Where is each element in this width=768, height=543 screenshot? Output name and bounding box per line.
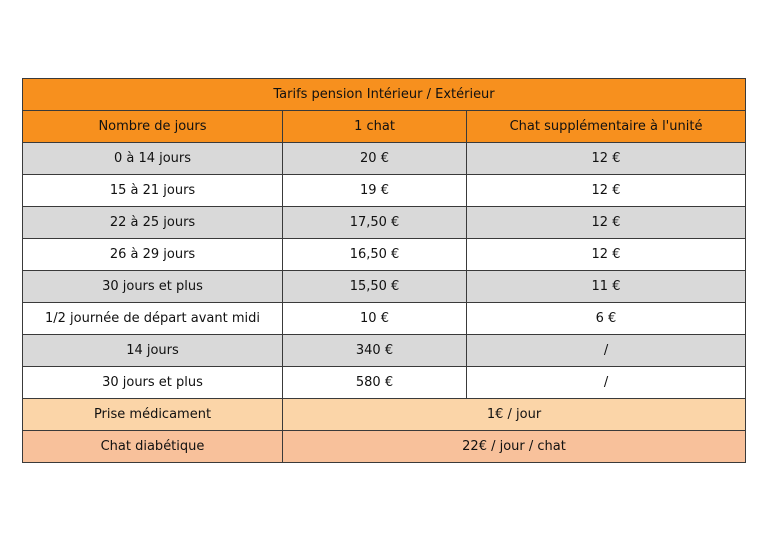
extra-cat-price-cell: / [467, 367, 746, 399]
table-row [23, 175, 746, 207]
days-cell: 15 à 21 jours [23, 175, 283, 207]
one-cat-price-cell: 16,50 € [283, 239, 467, 271]
table-row [23, 239, 746, 271]
column-header-days: Nombre de jours [23, 111, 283, 143]
service-label-cell: Prise médicament [23, 399, 283, 431]
one-cat-price-cell: 19 € [283, 175, 467, 207]
table-row [23, 367, 746, 399]
days-cell: 30 jours et plus [23, 367, 283, 399]
table-title-row [23, 79, 746, 111]
extra-service-row [23, 399, 746, 431]
table-header-row [23, 111, 746, 143]
extra-cat-price-cell: 11 € [467, 271, 746, 303]
days-cell: 1/2 journée de départ avant midi [23, 303, 283, 335]
days-cell: 14 jours [23, 335, 283, 367]
one-cat-price-cell: 10 € [283, 303, 467, 335]
service-label-cell: Chat diabétique [23, 431, 283, 463]
table-row [23, 303, 746, 335]
extra-cat-price-cell: 12 € [467, 175, 746, 207]
extra-cat-price-cell: 12 € [467, 143, 746, 175]
one-cat-price-cell: 20 € [283, 143, 467, 175]
days-cell: 22 à 25 jours [23, 207, 283, 239]
table-row [23, 143, 746, 175]
one-cat-price-cell: 15,50 € [283, 271, 467, 303]
table-row [23, 207, 746, 239]
one-cat-price-cell: 17,50 € [283, 207, 467, 239]
extra-service-row [23, 431, 746, 463]
extra-cat-price-cell: 12 € [467, 239, 746, 271]
days-cell: 26 à 29 jours [23, 239, 283, 271]
table-title: Tarifs pension Intérieur / Extérieur [23, 79, 746, 111]
service-price-cell: 1€ / jour [283, 399, 746, 431]
table-row [23, 335, 746, 367]
pricing-table [22, 78, 746, 463]
extra-cat-price-cell: 6 € [467, 303, 746, 335]
table-row [23, 271, 746, 303]
days-cell: 30 jours et plus [23, 271, 283, 303]
days-cell: 0 à 14 jours [23, 143, 283, 175]
extra-cat-price-cell: / [467, 335, 746, 367]
column-header-one-cat: 1 chat [283, 111, 467, 143]
extra-cat-price-cell: 12 € [467, 207, 746, 239]
one-cat-price-cell: 580 € [283, 367, 467, 399]
service-price-cell: 22€ / jour / chat [283, 431, 746, 463]
column-header-extra-cat: Chat supplémentaire à l'unité [467, 111, 746, 143]
one-cat-price-cell: 340 € [283, 335, 467, 367]
